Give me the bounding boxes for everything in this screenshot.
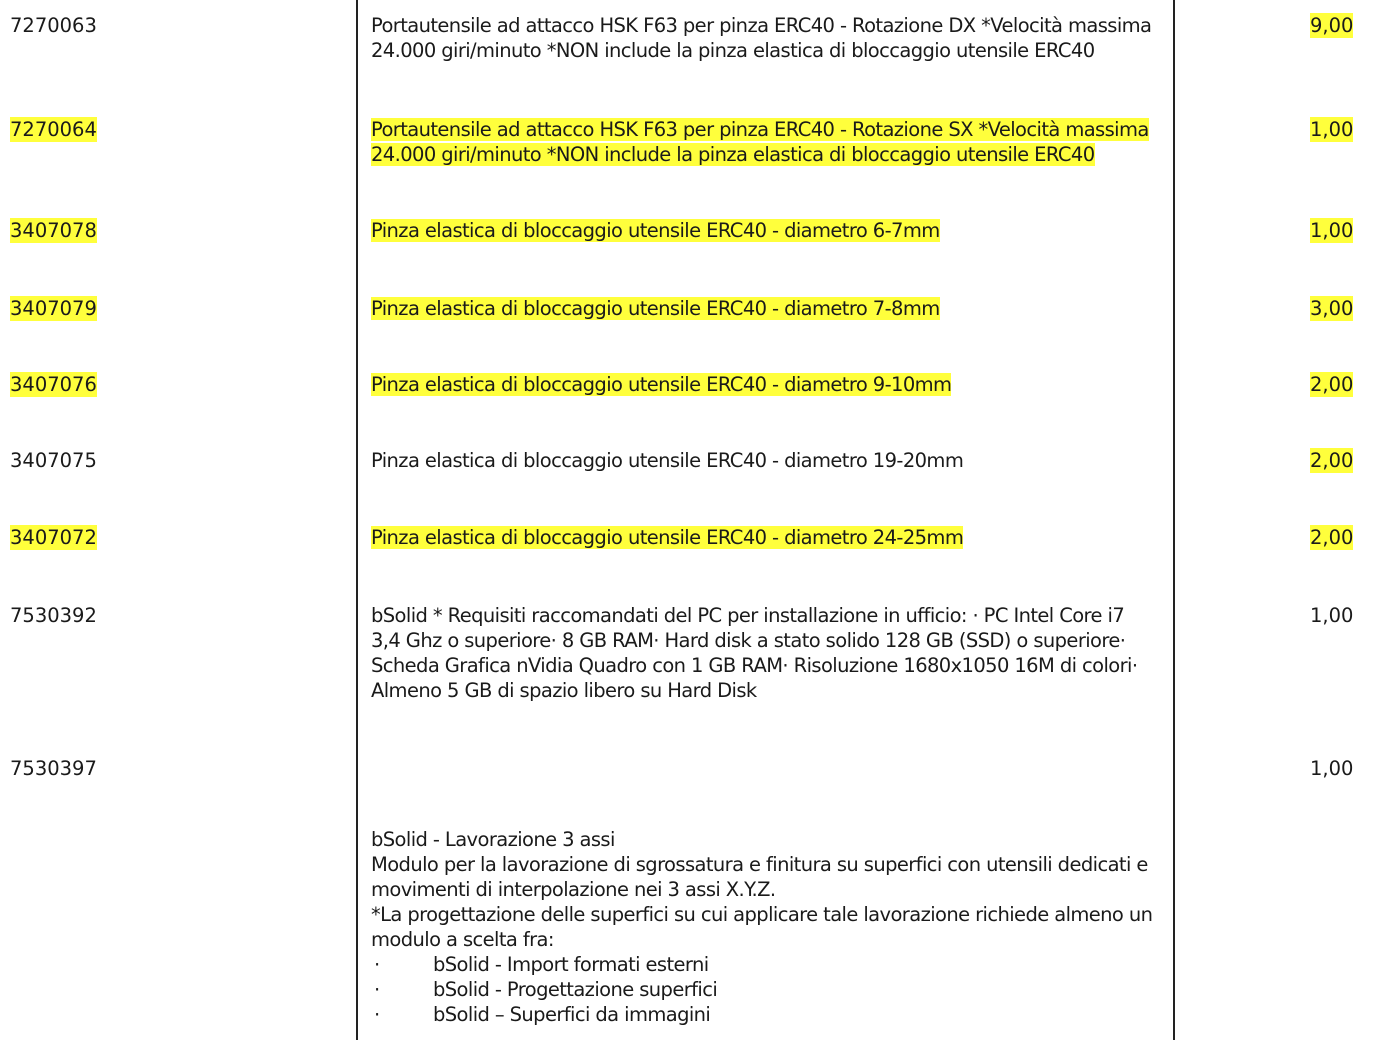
item-code: 7530392 xyxy=(10,604,97,627)
item-description: Pinza elastica di bloccaggio utensile ERC40 - diametro 24-25mm xyxy=(371,526,964,549)
item-quantity: 1,00 xyxy=(1310,604,1354,627)
item-quantity: 3,00 xyxy=(1310,297,1354,320)
column-divider-right xyxy=(1173,0,1175,1040)
item-code: 7270063 xyxy=(10,14,97,37)
item-quantity: 1,00 xyxy=(1310,118,1354,141)
item-description: Pinza elastica di bloccaggio utensile ERC40 - diametro 19-20mm xyxy=(371,449,964,472)
column-divider-left xyxy=(356,0,358,1040)
item-code: 7270064 xyxy=(10,118,97,141)
item-code: 3407079 xyxy=(10,297,97,320)
item-description: bSolid - Lavorazione 3 assi Modulo per la lavorazione di sgrossatura e finitura su superfici con utensili dedicati e movimenti di interpolazione nei 3 assi X.Y.Z. *La progettazione delle superfici su cui applicare tale lavorazione richiede almeno un modulo a scelta fra: · bSolid - Import formati esterni · bSolid - Progettazione superfici · bSolid – Superfici da immagini xyxy=(371,827,1166,1027)
item-code: 7530397 xyxy=(10,757,97,780)
item-code: 3407078 xyxy=(10,219,97,242)
bullet-icon: · xyxy=(374,953,380,976)
item-quantity: 2,00 xyxy=(1310,373,1354,396)
module-title: bSolid - Lavorazione 3 assi xyxy=(371,828,615,851)
item-code: 3407076 xyxy=(10,373,97,396)
item-quantity: 1,00 xyxy=(1310,219,1354,242)
list-item: · bSolid – Superfici da immagini xyxy=(374,1003,711,1026)
list-item: · bSolid - Progettazione superfici xyxy=(374,978,718,1001)
item-code: 3407072 xyxy=(10,526,97,549)
item-quantity: 2,00 xyxy=(1310,449,1354,472)
item-quantity: 2,00 xyxy=(1310,526,1354,549)
item-code: 3407075 xyxy=(10,449,97,472)
item-quantity: 1,00 xyxy=(1310,757,1354,780)
item-description: bSolid * Requisiti raccomandati del PC per installazione in ufficio: · PC Intel Core i7 3,4 Ghz o superiore· 8 GB RAM· Hard disk a stato solido 128 GB (SSD) o superiore· Scheda Grafica nVidia Quadro con 1 GB RAM· Risoluzione 1680x1050 16M di colori· Almeno 5 GB di spazio libero su Hard Disk xyxy=(371,604,1138,702)
item-description: Pinza elastica di bloccaggio utensile ERC40 - diametro 6-7mm xyxy=(371,219,940,242)
item-description: Portautensile ad attacco HSK F63 per pinza ERC40 - Rotazione SX *Velocità massima 24.000 giri/minuto *NON include la pinza elastica di bloccaggio utensile ERC40 xyxy=(371,118,1149,166)
bullet-icon: · xyxy=(374,978,380,1001)
item-quantity: 9,00 xyxy=(1310,14,1354,37)
item-description: Pinza elastica di bloccaggio utensile ERC40 - diametro 9-10mm xyxy=(371,373,952,396)
item-description: Pinza elastica di bloccaggio utensile ERC40 - diametro 7-8mm xyxy=(371,297,940,320)
list-item: · bSolid - Import formati esterni xyxy=(374,953,709,976)
item-description: Portautensile ad attacco HSK F63 per pinza ERC40 - Rotazione DX *Velocità massima 24.000 giri/minuto *NON include la pinza elastica di bloccaggio utensile ERC40 xyxy=(371,14,1152,62)
bullet-icon: · xyxy=(374,1003,380,1026)
